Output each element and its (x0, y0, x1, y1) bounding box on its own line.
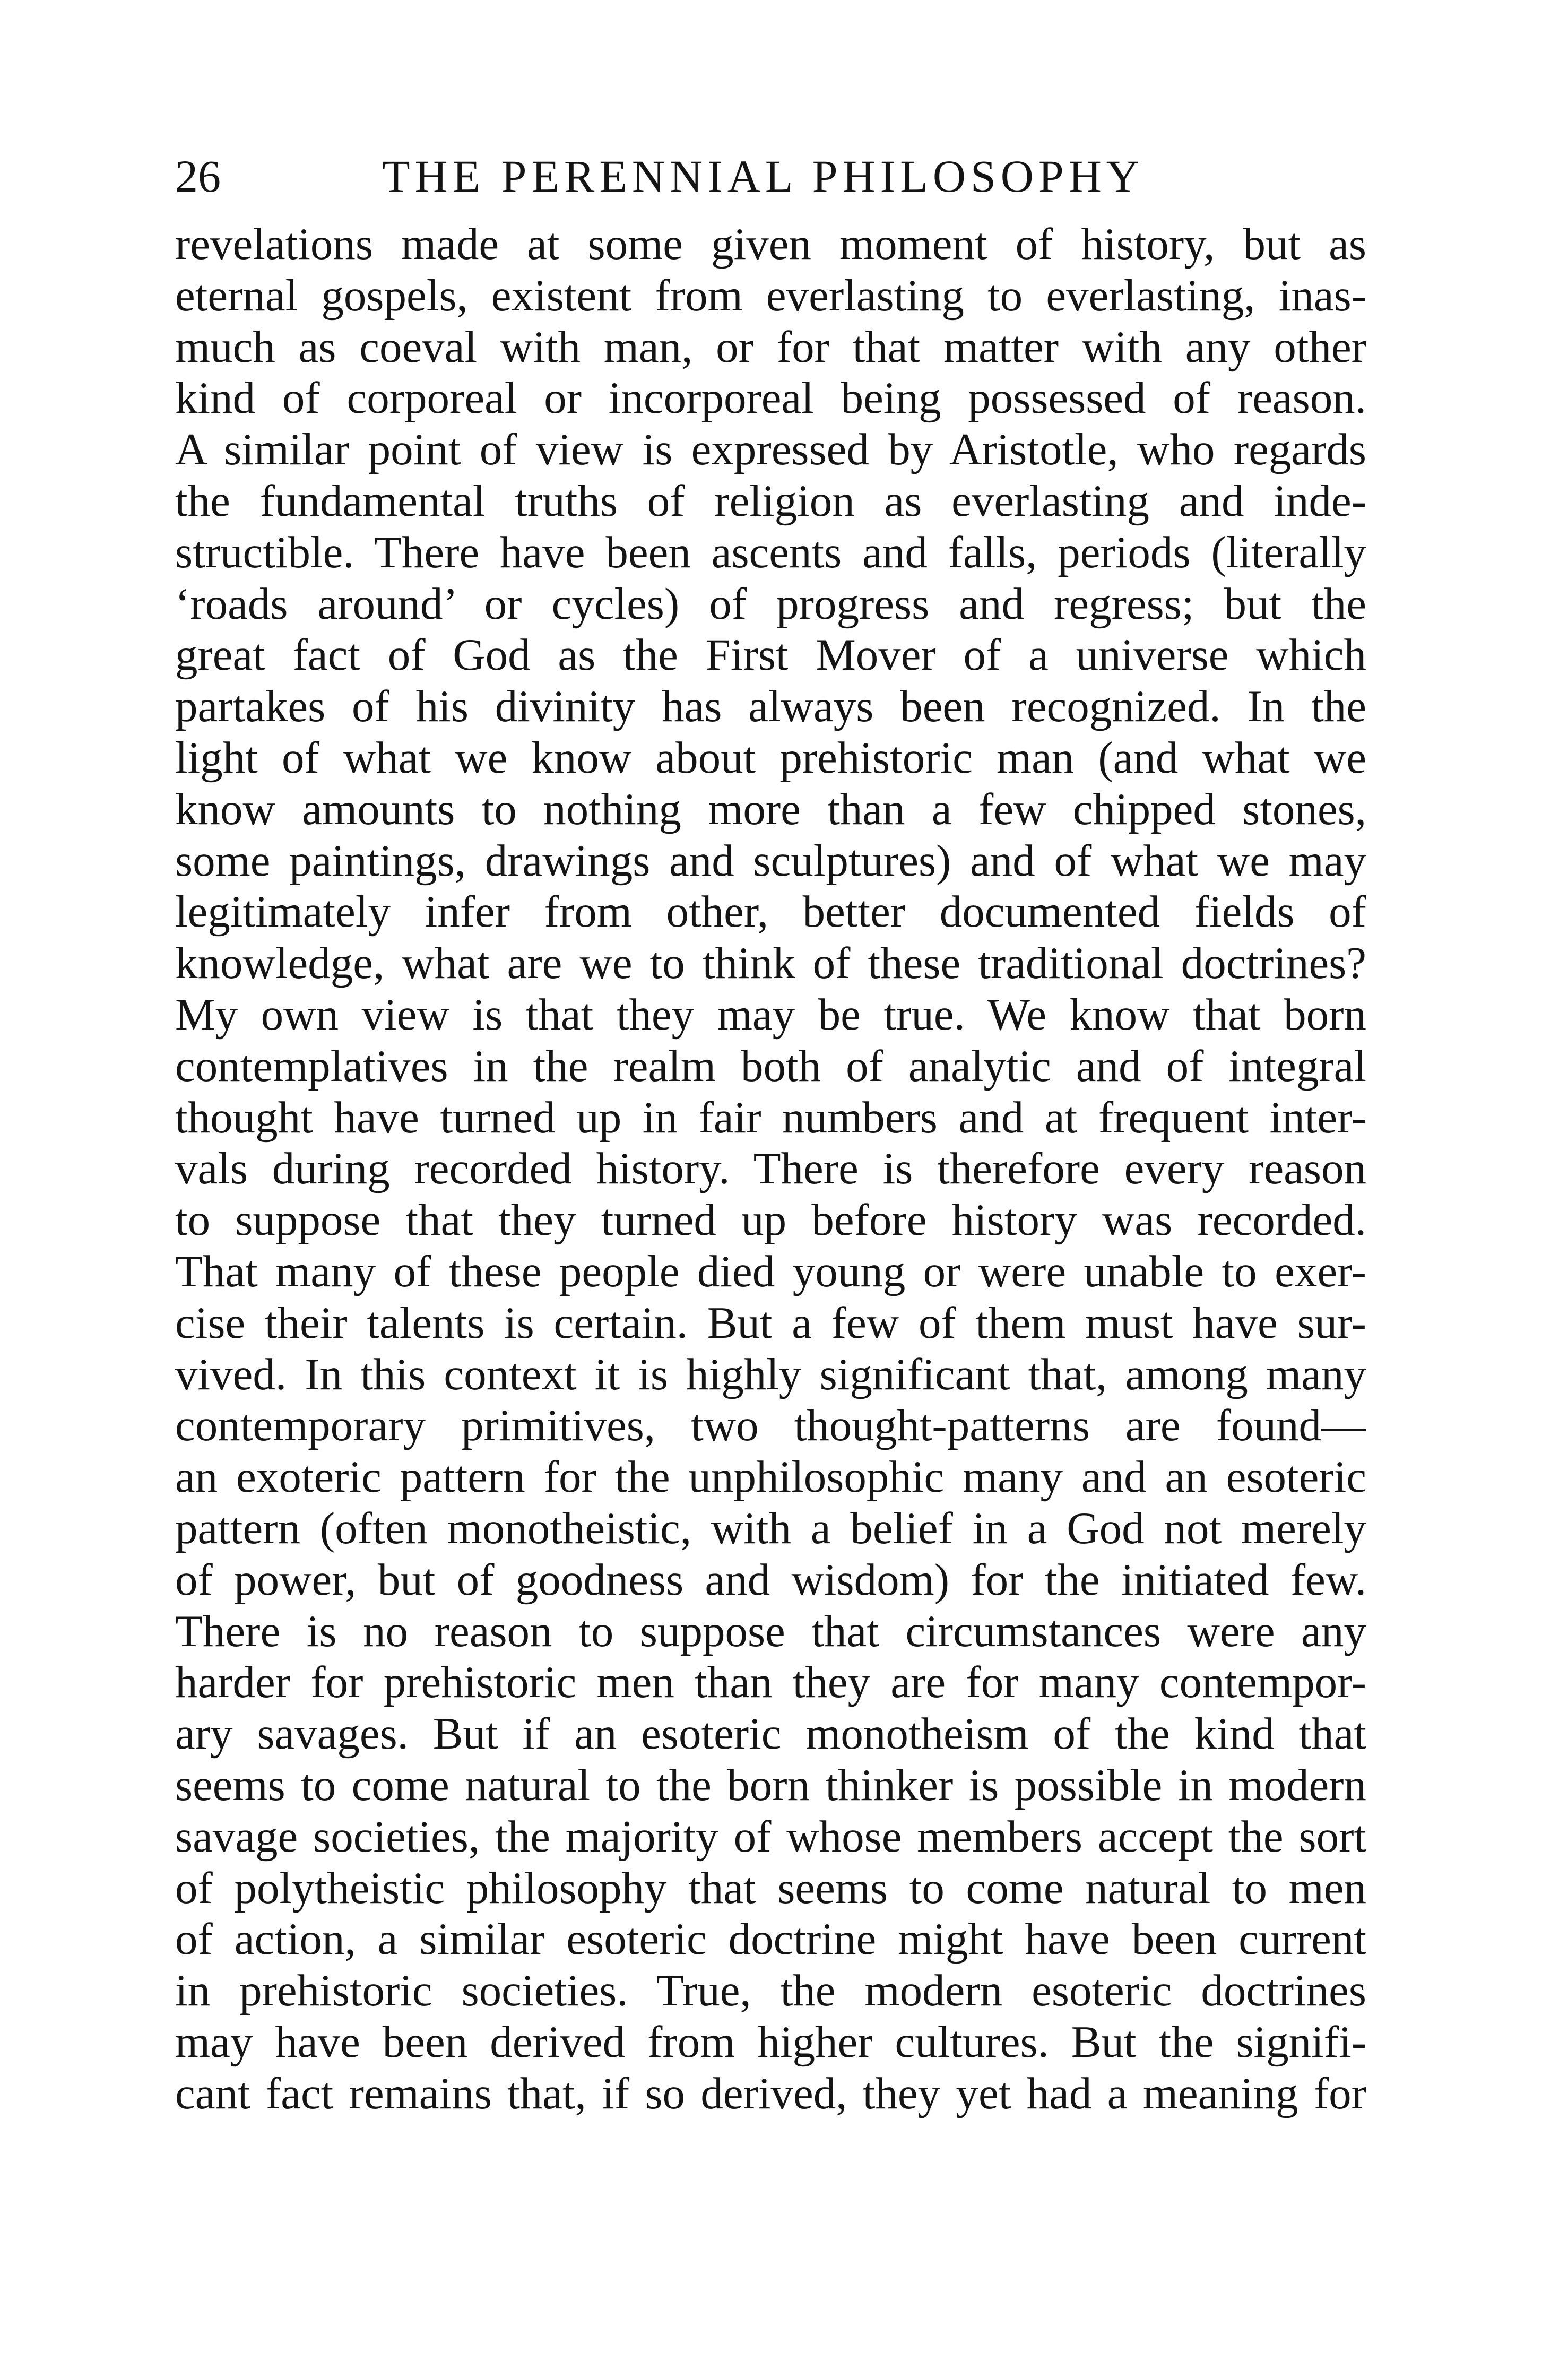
running-head (175, 144, 1364, 208)
text-line: of polytheistic philosophy that seems to come natural to men (175, 1863, 1366, 1913)
book-title: THE PERENNIAL PHILOSOPHY (382, 151, 1144, 202)
text-line: seems to come natural to the born thinker is possible in modern (175, 1760, 1366, 1810)
text-line: some paintings, drawings and sculptures) and of what we may (175, 835, 1366, 886)
text-line: great fact of God as the First Mover of a universe which (175, 630, 1366, 680)
text-line: the fundamental truths of religion as everlasting and inde- (175, 475, 1366, 526)
text-line: an exoteric pattern for the unphilosophic many and an esoteric (175, 1452, 1366, 1502)
text-line: to suppose that they turned up before history was recorded. (175, 1195, 1366, 1245)
text-line: That many of these people died young or were unable to exer- (175, 1246, 1366, 1296)
text-line: eternal gospels, existent from everlasting to everlasting, inas- (175, 270, 1366, 321)
text-line: ary savages. But if an esoteric monotheism of the kind that (175, 1709, 1366, 1759)
text-line: much as coeval with man, or for that matter with any other (175, 322, 1366, 372)
text-line: pattern (often monotheistic, with a belief in a God not merely (175, 1503, 1366, 1553)
text-line: may have been derived from higher cultures. But the signifi- (175, 2017, 1366, 2067)
text-line: vals during recorded history. There is therefore every reason (175, 1144, 1366, 1194)
text-line: structible. There have been ascents and falls, periods (literally (175, 527, 1366, 577)
text-line: partakes of his divinity has always been recognized. In the (175, 681, 1366, 732)
text-line: cise their talents is certain. But a few of them must have sur- (175, 1298, 1366, 1348)
text-line: My own view is that they may be true. We know that born (175, 989, 1366, 1040)
text-line: ‘roads around’ or cycles) of progress and regress; but the (175, 578, 1366, 629)
text-line: of power, but of goodness and wisdom) for the initiated few. (175, 1554, 1366, 1605)
text-line: knowledge, what are we to think of these traditional doctrines? (175, 938, 1366, 989)
text-line: of action, a similar esoteric doctrine might have been current (175, 1914, 1366, 1965)
text-line: legitimately infer from other, better documented fields of (175, 887, 1366, 937)
text-line: A similar point of view is expressed by Aristotle, who regards (175, 425, 1366, 475)
page-number: 26 (175, 151, 221, 202)
text-line: kind of corporeal or incorporeal being possessed of reason. (175, 373, 1366, 423)
text-line: revelations made at some given moment of history, but as (175, 219, 1366, 269)
text-line: There is no reason to suppose that circumstances were any (175, 1606, 1366, 1656)
text-line: in prehistoric societies. True, the modern esoteric doctrines (175, 1966, 1366, 2016)
text-line: cant fact remains that, if so derived, they yet had a meaning for (175, 2068, 1366, 2118)
text-line: vived. In this context it is highly significant that, among many (175, 1349, 1366, 1399)
text-line: savage societies, the majority of whose members accept the sort (175, 1811, 1366, 1862)
text-line: light of what we know about prehistoric man (and what we (175, 732, 1366, 783)
text-line: contemporary primitives, two thought-patterns are found— (175, 1400, 1366, 1451)
text-line: thought have turned up in fair numbers and at frequent inter- (175, 1092, 1366, 1143)
text-line: know amounts to nothing more than a few chipped stones, (175, 784, 1366, 834)
text-line: contemplatives in the realm both of analytic and of integral (175, 1041, 1366, 1091)
body-text (175, 219, 1366, 2119)
text-line: harder for prehistoric men than they are for many contempor- (175, 1657, 1366, 1708)
